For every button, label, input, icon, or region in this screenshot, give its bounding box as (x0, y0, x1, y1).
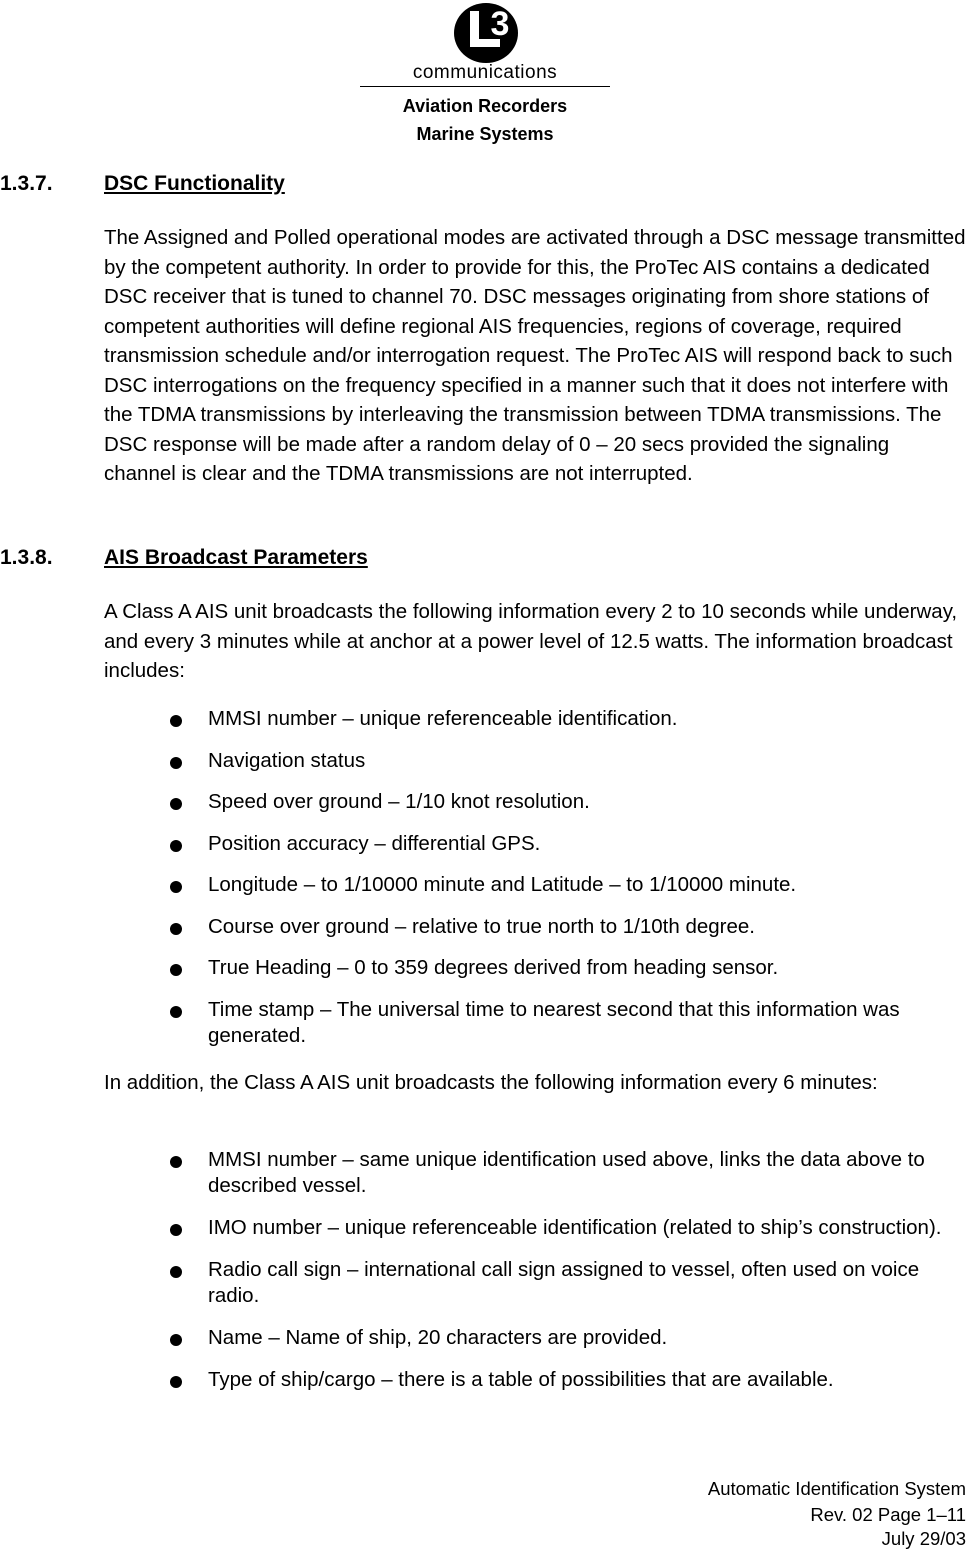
list-item: Position accuracy – differential GPS. (0, 831, 948, 857)
broadcast-list (0, 706, 969, 1064)
logo-wordmark: communications (412, 62, 558, 83)
list-item: MMSI number – same unique identification used above, links the data above to described vessel. (0, 1147, 948, 1199)
list-item: Course over ground – relative to true north to 1/10th degree. (0, 914, 948, 940)
list-item: True Heading – 0 to 359 degrees derived from heading sensor. (0, 955, 948, 981)
header-line-aviation: Aviation Recorders (402, 96, 568, 116)
bullet-icon (170, 1266, 182, 1278)
bullet-icon (170, 1376, 182, 1388)
list-item: Speed over ground – 1/10 knot resolution. (0, 789, 948, 815)
footer-revision-page: Rev. 02 Page 1–11 (810, 1504, 966, 1525)
list-item: IMO number – unique referenceable identification (related to ship’s construction). (0, 1215, 948, 1241)
footer-doc-title: Automatic Identification System (707, 1478, 966, 1499)
header-divider (360, 86, 610, 87)
list-item: MMSI number – unique referenceable identification. (0, 706, 948, 732)
section-number-ais: 1.3.8. (0, 546, 53, 569)
footer-date: July 29/03 (881, 1528, 966, 1549)
header-line-marine: Marine Systems (416, 124, 554, 144)
list-item: Type of ship/cargo – there is a table of possibilities that are available. (0, 1367, 948, 1393)
bullet-icon (170, 881, 182, 893)
section-title-ais: AIS Broadcast Parameters (104, 546, 368, 569)
list-item: Name – Name of ship, 20 characters are provided. (0, 1325, 948, 1351)
list-item: Radio call sign – international call sign assigned to vessel, often used on voice radio. (0, 1257, 948, 1309)
svg-text:3: 3 (490, 5, 510, 43)
bullet-icon (170, 1006, 182, 1018)
section-number-dsc: 1.3.7. (0, 172, 53, 195)
bullet-icon (170, 1334, 182, 1346)
bullet-icon (170, 757, 182, 769)
ais-intro-paragraph: A Class A AIS unit broadcasts the following information every 2 to 10 seconds while underway, and every 3 minutes while at anchor at a power level of 12.5 watts. The information broadcast includes: (104, 600, 958, 682)
dsc-paragraph: The Assigned and Polled operational modes are activated through a DSC message transmitted by the competent authority. In order to provide for this, the ProTec AIS contains a dedicated DSC receiver that is tuned to channel 70. DSC messages originating from shore stations of competent authorities will define regional AIS frequencies, regions of coverage, required transmission schedule and/or interrogation request. The ProTec AIS will respond back to such DSC interrogations on the frequency specified in a manner such that it does not interfere with the TDMA transmissions by interleaving the transmission between TDMA transmissions. The DSC response will be made after a random delay of 0 – 20 secs provided the signaling channel is clear and the TDMA transmissions are not interrupted. (104, 226, 966, 485)
section-title-dsc: DSC Functionality (104, 172, 285, 195)
bullet-icon (170, 964, 182, 976)
bullet-icon (170, 1156, 182, 1168)
addition-paragraph: In addition, the Class A AIS unit broadcasts the following information every 6 minutes: (104, 1071, 878, 1094)
l3-logo-icon (453, 2, 519, 64)
bullet-icon (170, 1224, 182, 1236)
bullet-icon (170, 840, 182, 852)
company-header (360, 0, 610, 150)
list-item: Navigation status (0, 748, 948, 774)
list-item: Time stamp – The universal time to nearest second that this information was generated. (0, 997, 948, 1049)
bullet-icon (170, 923, 182, 935)
list-item: Longitude – to 1/10000 minute and Latitude – to 1/10000 minute. (0, 872, 948, 898)
bullet-icon (170, 798, 182, 810)
bullet-icon (170, 715, 182, 727)
six-minute-list (0, 1147, 969, 1409)
